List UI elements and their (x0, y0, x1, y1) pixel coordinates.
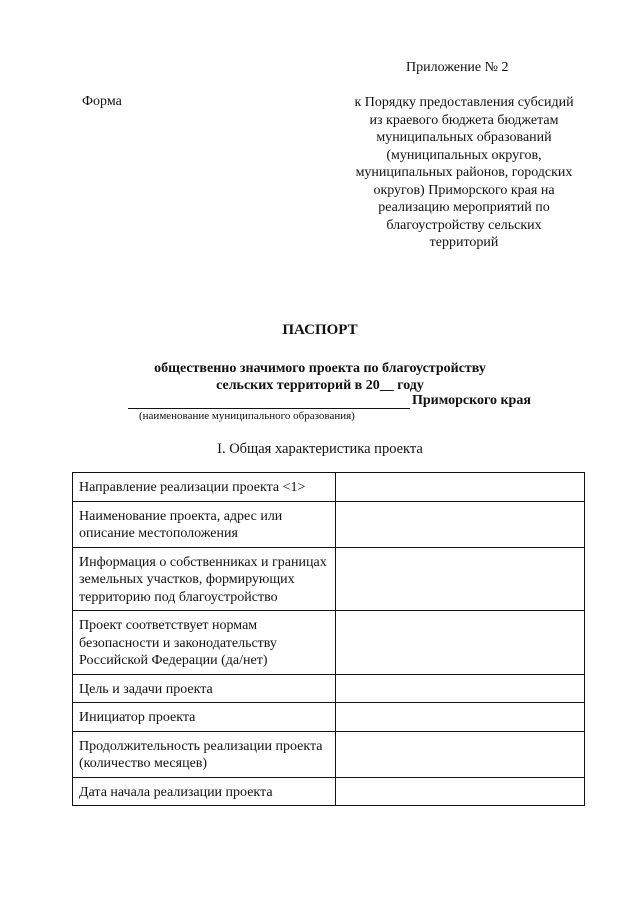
row-label: Направление реализации проекта <1> (73, 473, 336, 502)
municipality-hint: (наименование муниципального образования) (139, 410, 355, 422)
row-value-field[interactable] (336, 501, 585, 547)
section-title: I. Общая характеристика проекта (217, 441, 423, 457)
table-row (73, 473, 585, 502)
row-value-field[interactable] (336, 703, 585, 732)
row-value-field[interactable] (336, 731, 585, 777)
row-value-field[interactable] (336, 611, 585, 675)
table-row (73, 703, 585, 732)
row-value-field[interactable] (336, 674, 585, 703)
table-row (73, 611, 585, 675)
table-row (73, 501, 585, 547)
table-row (73, 777, 585, 806)
order-reference-line: реализацию мероприятий по (378, 200, 550, 215)
row-value-field[interactable] (336, 473, 585, 502)
characteristics-table (72, 472, 585, 806)
order-reference-line: благоустройству сельских (386, 217, 542, 233)
order-reference-line: муниципальных образований (376, 130, 552, 145)
row-label: Наименование проекта, адрес или описание местоположения (73, 501, 336, 547)
region-name: Приморского края (412, 393, 531, 408)
row-label: Продолжительность реализации проекта (количество месяцев) (73, 731, 336, 777)
order-reference-line: округов) Приморского края на (373, 182, 555, 198)
order-reference-line: к Порядку предоставления субсидий (354, 95, 574, 110)
order-reference-line: из краевого бюджета бюджетам (369, 112, 559, 128)
row-value-field[interactable] (336, 547, 585, 611)
subtitle-line: общественно значимого проекта по благоустройству (154, 361, 486, 376)
form-label: Форма (82, 94, 122, 109)
row-label: Проект соответствует нормам безопасности и законодательству Российской Федерации (да/нет) (73, 611, 336, 675)
order-reference-line: территорий (429, 235, 499, 250)
passport-subtitle (0, 360, 640, 394)
municipality-blank-line (128, 394, 410, 409)
row-label: Цель и задачи проекта (73, 674, 336, 703)
subtitle-line: сельских территорий в 20__ году (216, 378, 424, 393)
order-reference (336, 94, 592, 252)
row-label: Информация о собственниках и границах земельных участков, формирующих территорию под благоустройство (73, 547, 336, 611)
passport-title: ПАСПОРТ (282, 322, 358, 338)
order-reference-line: (муниципальных округов, (386, 147, 542, 163)
row-label: Инициатор проекта (73, 703, 336, 732)
table-row (73, 674, 585, 703)
appendix-number: Приложение № 2 (406, 60, 509, 75)
table-row (73, 547, 585, 611)
row-value-field[interactable] (336, 777, 585, 806)
order-reference-line: муниципальных районов, городских (355, 165, 573, 180)
table-row (73, 731, 585, 777)
row-label: Дата начала реализации проекта (73, 777, 336, 806)
